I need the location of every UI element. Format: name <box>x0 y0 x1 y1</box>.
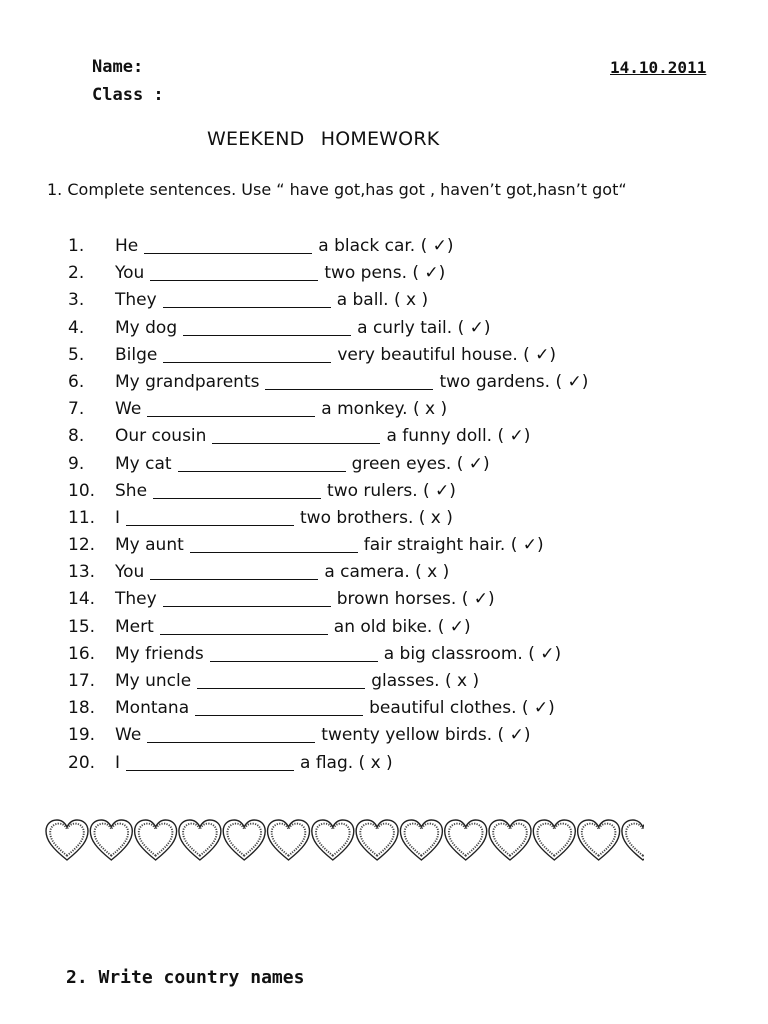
exercise-rest: a flag. ( x ) <box>300 752 393 773</box>
exercise-item <box>68 722 588 749</box>
exercise-subject: We <box>115 399 142 420</box>
exercise-item <box>68 478 588 505</box>
answer-blank[interactable] <box>183 321 351 336</box>
exercise-item <box>68 260 588 287</box>
exercise-item <box>68 369 588 396</box>
heart-icon <box>223 820 265 860</box>
answer-blank[interactable] <box>150 266 318 281</box>
exercise-subject: Montana <box>115 698 190 719</box>
answer-blank[interactable] <box>178 457 346 472</box>
answer-blank[interactable] <box>147 402 315 417</box>
exercise-item <box>68 287 588 314</box>
answer-blank[interactable] <box>163 348 331 363</box>
exercise-number: 13. <box>68 562 96 583</box>
exercise-subject: My friends <box>115 643 204 664</box>
heart-icon <box>356 820 398 860</box>
answer-blank[interactable] <box>126 511 294 526</box>
exercise-item <box>68 559 588 586</box>
exercise-rest: a monkey. ( x ) <box>321 399 448 420</box>
exercise-subject: He <box>115 236 139 256</box>
exercise-number: 19. <box>68 725 96 746</box>
exercise-rest: two gardens. ( ✓) <box>439 371 589 392</box>
exercise-rest: fair straight hair. ( ✓) <box>363 535 544 556</box>
page-title: WEEKEND HOMEWORK <box>207 128 440 150</box>
exercise-rest: brown horses. ( ✓) <box>336 589 495 610</box>
exercise-rest: a funny doll. ( ✓) <box>386 426 531 447</box>
section1-instruction: 1. Complete sentences. Use “ have got,has got , haven’t got,hasn’t got“ <box>47 180 627 199</box>
exercise-number: 10. <box>68 480 96 501</box>
exercise-number: 16. <box>68 643 96 664</box>
answer-blank[interactable] <box>144 239 312 254</box>
exercise-subject: My uncle <box>115 671 192 691</box>
heart-icon <box>489 820 531 860</box>
heart-icon <box>312 820 354 860</box>
exercise-item <box>68 505 588 532</box>
exercise-item <box>68 641 588 668</box>
exercise-rest: twenty yellow birds. ( ✓) <box>321 725 531 746</box>
answer-blank[interactable] <box>265 375 433 390</box>
exercise-rest: beautiful clothes. ( ✓) <box>369 698 555 719</box>
exercise-number: 3. <box>68 290 85 311</box>
exercise-number: 12. <box>68 535 96 556</box>
exercise-rest: a black car. ( ✓) <box>318 236 454 256</box>
hearts-divider <box>44 818 644 862</box>
exercise-rest: two brothers. ( x ) <box>300 507 453 528</box>
exercise-subject: They <box>115 290 157 311</box>
exercise-subject: You <box>115 263 145 284</box>
exercise-item <box>68 586 588 613</box>
answer-blank[interactable] <box>212 429 380 444</box>
exercise-item <box>68 233 588 260</box>
heart-icon <box>445 820 487 860</box>
answer-blank[interactable] <box>190 538 358 553</box>
exercise-rest: a big classroom. ( ✓) <box>383 643 562 664</box>
answer-blank[interactable] <box>197 674 365 689</box>
exercise-rest: a camera. ( x ) <box>324 562 450 583</box>
heart-icon <box>268 820 310 860</box>
exercise-rest: glasses. ( x ) <box>371 671 480 691</box>
heart-icon <box>179 820 221 860</box>
exercise-number: 7. <box>68 399 85 420</box>
exercise-number: 14. <box>68 589 96 610</box>
exercise-number: 5. <box>68 344 85 365</box>
heart-icon <box>46 820 88 860</box>
exercise-rest: two rulers. ( ✓) <box>327 480 456 501</box>
exercise-number: 2. <box>68 263 85 284</box>
answer-blank[interactable] <box>163 592 331 607</box>
exercise-number: 20. <box>68 752 96 773</box>
answer-blank[interactable] <box>150 565 318 580</box>
exercise-subject: My grandparents <box>115 371 260 392</box>
exercise-item <box>68 614 588 641</box>
section2-heading: 2. Write country names <box>66 967 305 988</box>
heart-icon <box>578 820 620 860</box>
class-label: Class : <box>92 85 164 105</box>
exercise-number: 11. <box>68 507 96 528</box>
exercise-item <box>68 668 588 695</box>
answer-blank[interactable] <box>147 728 315 743</box>
exercise-subject: Mert <box>115 616 154 637</box>
answer-blank[interactable] <box>163 293 331 308</box>
exercise-rest: an old bike. ( ✓) <box>333 616 471 637</box>
date: 14.10.2011 <box>610 58 707 77</box>
exercise-subject: Our cousin <box>115 426 207 447</box>
exercise-number: 9. <box>68 453 85 474</box>
exercise-subject: You <box>115 562 145 583</box>
exercise-subject: They <box>115 589 157 610</box>
exercise-rest: a curly tail. ( ✓) <box>357 317 491 338</box>
exercise-subject: My cat <box>115 453 172 474</box>
heart-icon <box>90 820 132 860</box>
answer-blank[interactable] <box>126 756 294 771</box>
exercise-item <box>68 396 588 423</box>
exercise-item <box>68 695 588 722</box>
exercise-list <box>68 233 588 777</box>
exercise-subject: Bilge <box>115 344 158 365</box>
exercise-number: 8. <box>68 426 85 447</box>
exercise-number: 4. <box>68 317 85 338</box>
exercise-rest: a ball. ( x ) <box>336 290 429 311</box>
exercise-item <box>68 451 588 478</box>
exercise-rest: two pens. ( ✓) <box>324 263 446 284</box>
exercise-number: 1. <box>68 236 85 256</box>
exercise-number: 15. <box>68 616 96 637</box>
answer-blank[interactable] <box>153 484 321 499</box>
answer-blank[interactable] <box>160 620 328 635</box>
exercise-rest: green eyes. ( ✓) <box>351 453 490 474</box>
exercise-item <box>68 315 588 342</box>
exercise-rest: very beautiful house. ( ✓) <box>337 344 557 365</box>
exercise-subject: She <box>115 480 148 501</box>
exercise-item <box>68 342 588 369</box>
exercise-number: 18. <box>68 698 96 719</box>
answer-blank[interactable] <box>210 647 378 662</box>
exercise-number: 6. <box>68 371 85 392</box>
exercise-subject: I <box>115 752 121 773</box>
name-label: Name: <box>92 57 144 77</box>
heart-icon <box>400 820 442 860</box>
answer-blank[interactable] <box>195 701 363 716</box>
heart-icon <box>533 820 575 860</box>
heart-icon <box>622 820 644 860</box>
exercise-subject: My dog <box>115 317 178 338</box>
exercise-subject: We <box>115 725 142 746</box>
exercise-subject: My aunt <box>115 535 184 556</box>
exercise-number: 17. <box>68 671 96 691</box>
exercise-item <box>68 750 588 777</box>
exercise-item <box>68 423 588 450</box>
heart-icon <box>135 820 177 860</box>
exercise-item <box>68 532 588 559</box>
exercise-subject: I <box>115 507 121 528</box>
